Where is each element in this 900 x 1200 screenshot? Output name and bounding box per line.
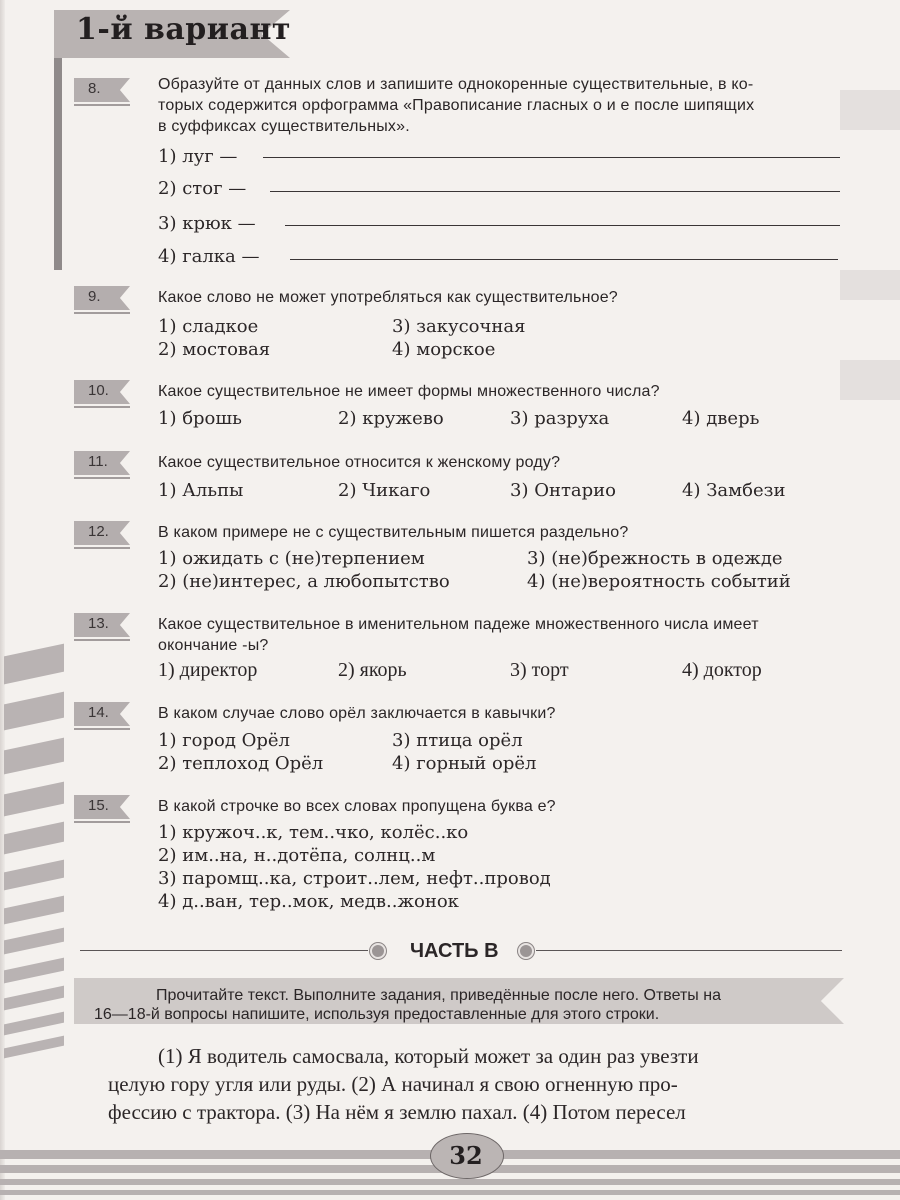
question-prompt [158, 74, 848, 137]
word-item: 2) стог — [158, 178, 247, 199]
answer-option[interactable]: 1) Альпы [158, 480, 244, 501]
footer-stripe [0, 1179, 900, 1185]
divider-line [80, 950, 368, 951]
passage-line: (1) Я водитель самосвала, который может за один раз увезти [158, 1044, 699, 1068]
prompt-line: в суффиксах существительных». [158, 118, 410, 135]
divider-dot [370, 943, 386, 959]
answer-option[interactable]: 2) якорь [338, 659, 407, 681]
answer-option[interactable]: 1) сладкое [158, 316, 259, 337]
badge-underline [74, 477, 130, 479]
question-prompt [158, 614, 848, 656]
question-prompt: Какое слово не может употребляться как существительное? [158, 289, 618, 306]
badge-underline [74, 547, 130, 549]
answer-option[interactable]: 3) паромщ..ка, строит..лем, нефт..провод [158, 868, 551, 889]
answer-option[interactable]: 2) Чикаго [338, 480, 431, 501]
prompt-line: Образуйте от данных слов и запишите однокоренные существительные, в ко- [158, 76, 754, 93]
bleed-through [840, 270, 900, 300]
reading-passage [108, 1042, 842, 1126]
word-item: 3) крюк — [158, 213, 256, 234]
answer-option[interactable]: 3) (не)брежность в одежде [527, 548, 783, 569]
passage-line: целую гору угля или руды. (2) А начинал я свою огненную про- [108, 1072, 678, 1096]
answer-option[interactable]: 4) доктор [682, 659, 762, 681]
answer-option[interactable]: 3) торт [510, 659, 569, 681]
instruction-line: 16—18-й вопросы напишите, используя предоставленные для этого строки. [94, 1006, 660, 1023]
answer-option[interactable]: 2) им..на, н..дотёпа, солнц..м [158, 845, 436, 866]
question-prompt: Какое существительное относится к женскому роду? [158, 454, 561, 471]
answer-option[interactable]: 2) кружево [338, 408, 444, 429]
answer-option[interactable]: 3) разруха [510, 408, 610, 429]
word-item: 1) луг — [158, 146, 238, 167]
answer-option[interactable]: 2) мостовая [158, 339, 271, 360]
instruction-text [94, 986, 834, 1024]
question-number: 11. [88, 453, 108, 470]
page-number: 32 [449, 1141, 483, 1170]
badge-underline [74, 639, 130, 641]
answer-option[interactable]: 1) брошь [158, 408, 242, 429]
answer-option[interactable]: 2) (не)интерес, а любопытство [158, 571, 450, 592]
prompt-line: Какое существительное в именительном падеже множественного числа имеет [158, 616, 759, 633]
badge-underline [74, 104, 130, 106]
answer-option[interactable]: 4) Замбези [682, 480, 786, 501]
question-prompt: В какой строчке во всех словах пропущена буква е? [158, 798, 556, 815]
answer-option[interactable]: 1) директор [158, 659, 258, 681]
answer-option[interactable]: 4) горный орёл [392, 753, 537, 774]
question-number: 13. [88, 615, 109, 632]
footer-stripe [0, 1190, 900, 1195]
question-prompt: Какое существительное не имеет формы множественного числа? [158, 383, 660, 400]
question-prompt: В каком примере не с существительным пишется раздельно? [158, 524, 629, 541]
banner-post [54, 58, 62, 270]
answer-option[interactable]: 3) закусочная [392, 316, 526, 337]
answer-option[interactable]: 3) Онтарио [510, 480, 616, 501]
divider-line [536, 950, 842, 951]
answer-option[interactable]: 2) теплоход Орёл [158, 753, 324, 774]
answer-option[interactable]: 1) кружоч..к, тем..чко, колёс..ко [158, 822, 469, 843]
bleed-through [840, 90, 900, 130]
decorative-stripes [0, 640, 66, 1200]
answer-input-4[interactable] [290, 240, 842, 262]
word-item: 4) галка — [158, 246, 260, 267]
prompt-line: торых содержится орфограмма «Правописание гласных о и е после шипящих [158, 97, 755, 114]
answer-input-3[interactable] [285, 206, 844, 228]
question-number: 12. [88, 523, 109, 540]
question-number: 9. [88, 288, 101, 305]
answer-input-2[interactable] [270, 172, 844, 194]
answer-option[interactable]: 4) морское [392, 339, 496, 360]
question-prompt: В каком случае слово орёл заключается в кавычки? [158, 705, 556, 722]
passage-line: фессию с трактора. (3) На нём я землю пахал. (4) Потом пересел [108, 1100, 686, 1124]
instruction-line: Прочитайте текст. Выполните задания, приведённые после него. Ответы на [156, 987, 721, 1004]
answer-option[interactable]: 1) город Орёл [158, 730, 290, 751]
badge-underline [74, 312, 130, 314]
question-number: 14. [88, 704, 109, 721]
bleed-through [840, 360, 900, 400]
badge-underline [74, 728, 130, 730]
question-number: 8. [88, 80, 101, 97]
badge-underline [74, 821, 130, 823]
answer-option[interactable]: 4) дверь [682, 408, 760, 429]
answer-input-1[interactable] [263, 138, 844, 160]
question-number: 10. [88, 382, 109, 399]
answer-option[interactable]: 3) птица орёл [392, 730, 523, 751]
part-title: ЧАСТЬ В [410, 940, 499, 962]
question-number: 15. [88, 797, 109, 814]
badge-underline [74, 406, 130, 408]
answer-option[interactable]: 4) (не)вероятность событий [527, 571, 791, 592]
prompt-line: окончание -ы? [158, 637, 269, 654]
answer-option[interactable]: 4) д..ван, тер..мок, медв..жонок [158, 891, 459, 912]
divider-dot [518, 943, 534, 959]
answer-option[interactable]: 1) ожидать с (не)терпением [158, 548, 425, 569]
variant-title: 1-й вариант [76, 12, 292, 47]
